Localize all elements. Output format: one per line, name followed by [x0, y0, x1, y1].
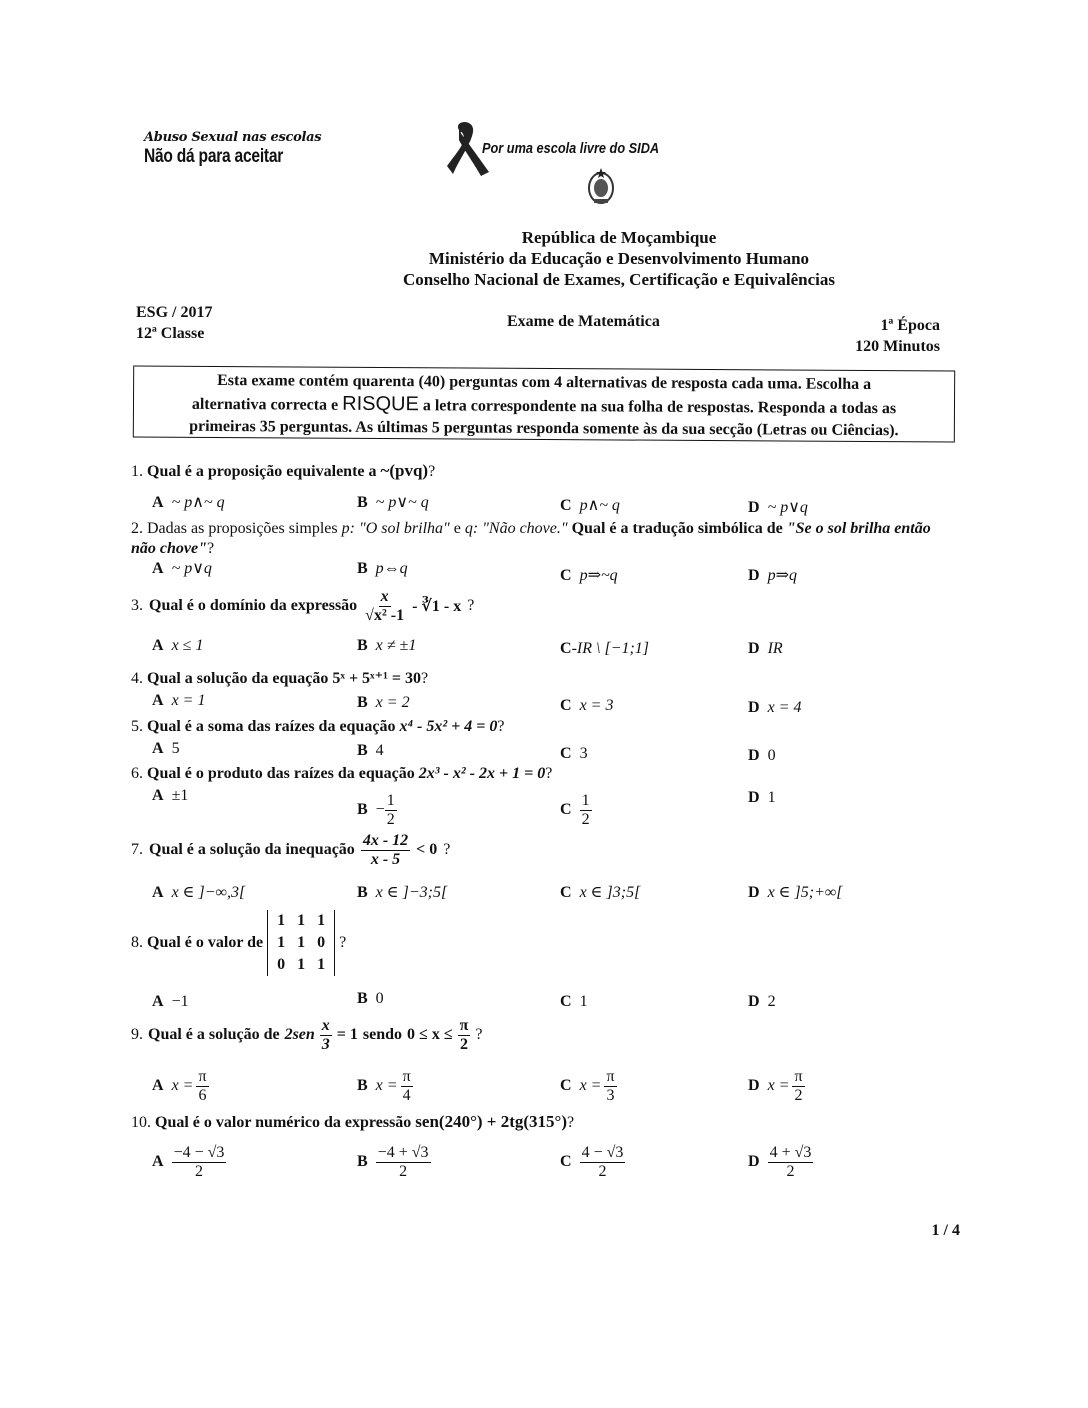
question-stem: sendo: [362, 1026, 403, 1044]
option-7A[interactable]: [152, 882, 245, 902]
text: A: [152, 740, 164, 757]
text: A: [152, 1077, 164, 1095]
text: 0: [277, 956, 286, 973]
question-stem: Qual a solução da equação: [147, 670, 329, 687]
text: B: [357, 1077, 368, 1095]
option-8A[interactable]: [152, 993, 189, 1011]
option-4B[interactable]: [357, 694, 410, 712]
text: D: [748, 884, 760, 901]
text: 2: [767, 993, 776, 1010]
text: 3: [321, 1035, 330, 1053]
text: 2: [581, 810, 590, 828]
option-3C[interactable]: [560, 640, 649, 658]
slogan-script: Abuso Sexual nas escolas: [144, 130, 322, 145]
text: ±1: [171, 787, 189, 804]
text: 1: [297, 956, 306, 973]
text: A: [152, 1153, 164, 1171]
text: −1: [171, 993, 189, 1010]
text: A: [152, 637, 164, 654]
text: B: [357, 742, 368, 759]
text: ~ p∧~ q: [171, 494, 225, 511]
text: −: [375, 801, 385, 819]
instructions-line-1: Esta exame contém quarenta (40) perguntas com 4 alternativas de resposta cada uma. Escolha a: [217, 372, 872, 393]
question-1: [131, 461, 435, 481]
question-expression: 5ˣ + 5ˣ⁺¹ = 30: [332, 670, 421, 687]
text: 0: [767, 747, 776, 764]
text: B: [357, 884, 368, 901]
question-expression: ~(pvq): [380, 461, 429, 480]
slogan-bold: Não dá para aceitar: [144, 146, 284, 167]
question-8: [131, 910, 346, 976]
question-expression: - ∛1 - x: [412, 598, 462, 616]
text: 1: [317, 912, 326, 929]
text: x =: [375, 1077, 398, 1095]
question-stem: Qual é a proposição equivalente a: [147, 463, 377, 480]
option-9D[interactable]: [748, 1068, 805, 1104]
text: C: [560, 745, 572, 762]
math-part: [271, 910, 331, 932]
question-number: 8.: [131, 934, 143, 951]
text: C: [560, 1077, 572, 1095]
fraction: [768, 1144, 814, 1180]
text: ~ p∨q: [767, 499, 808, 516]
question-number: 6.: [131, 765, 143, 782]
question-5: [131, 718, 504, 736]
text: x = 2: [375, 694, 410, 711]
fraction: [385, 792, 397, 828]
option-6B[interactable]: [357, 792, 397, 828]
question-stem: Qual é o valor de: [147, 934, 264, 951]
question-number: 5.: [131, 718, 143, 735]
instructions-text: alternativa correcta e: [191, 395, 339, 414]
text: C: [560, 497, 572, 514]
text: C: [560, 993, 572, 1010]
question-stem: Qual é a solução de: [148, 1026, 280, 1044]
mozambique-emblem-icon: [587, 166, 615, 206]
option-10B[interactable]: [357, 1144, 431, 1180]
text: 1: [297, 934, 306, 951]
text: B: [357, 801, 368, 819]
option-6D[interactable]: [748, 789, 776, 807]
fraction: [376, 1144, 431, 1180]
text: 2: [399, 1162, 408, 1180]
text: 2: [794, 1086, 803, 1104]
option-2C[interactable]: [560, 565, 618, 585]
text: D: [748, 699, 760, 716]
question-expression: 2sen: [284, 1026, 315, 1044]
ministry-title: Ministério da Educação e Desenvolvimento Humano: [428, 249, 810, 268]
text: p⇒q: [767, 567, 797, 584]
fraction: [320, 1017, 332, 1053]
page-number: 1 / 4: [931, 1222, 960, 1239]
question-10: [131, 1112, 574, 1132]
text: D: [748, 640, 760, 657]
question-number: 10.: [131, 1114, 151, 1131]
question-stem: Qual é o domínio da expressão: [149, 597, 358, 615]
text: x ≤ 1: [171, 637, 204, 654]
option-7D[interactable]: [748, 882, 843, 902]
text: IR: [767, 640, 783, 657]
question-end: ?: [567, 1114, 575, 1131]
question-expression: < 0: [416, 841, 438, 859]
option-5D[interactable]: [748, 747, 776, 765]
option-9C[interactable]: [560, 1068, 617, 1104]
text: 3: [579, 745, 588, 762]
option-2B[interactable]: [357, 560, 408, 578]
fraction: [580, 792, 592, 828]
option-4C[interactable]: [560, 697, 613, 715]
text: x: [321, 1017, 330, 1034]
text: x ∈ ]5;+∞[: [767, 884, 843, 901]
option-6C[interactable]: [560, 792, 592, 828]
option-5A[interactable]: [152, 740, 180, 758]
instructions-box: [133, 365, 955, 442]
text: 2: [459, 1035, 468, 1053]
text: C: [560, 697, 572, 714]
text: π: [794, 1068, 803, 1085]
text: 2: [786, 1162, 795, 1180]
question-stem-bold: Qual é a tradução simbólica de: [571, 520, 783, 537]
question-number: 3.: [131, 597, 143, 615]
instructions-line-3: primeiras 35 perguntas. As últimas 5 perguntas responda somente às da sua secção (Letras ou Ciências).: [189, 417, 899, 440]
text: p⇔q: [375, 560, 408, 577]
text: 3: [606, 1086, 615, 1104]
option-4D[interactable]: [748, 699, 801, 717]
option-3D[interactable]: [748, 640, 783, 658]
text: π: [606, 1068, 615, 1085]
text: x = 1: [171, 692, 206, 709]
fraction: [363, 588, 406, 624]
text: x - 5: [370, 850, 401, 868]
option-5B[interactable]: [357, 742, 384, 760]
text: x ∈ ]−∞,3[: [171, 884, 246, 901]
option-10A[interactable]: [152, 1144, 226, 1180]
math-part: [271, 932, 331, 954]
question-end: ?: [475, 1026, 483, 1044]
question-stem: Qual é o valor numérico da expressão: [155, 1114, 412, 1131]
question-9: [131, 1017, 482, 1053]
question-stem: Dadas as proposições simples: [147, 520, 338, 537]
text: x: [380, 588, 389, 605]
question-end: ?: [421, 670, 429, 687]
conjunction: e: [453, 520, 461, 537]
option-1B[interactable]: [357, 492, 429, 512]
question-expression: sen(240°) + 2tg(315°): [415, 1112, 568, 1131]
text: π: [459, 1017, 469, 1034]
text: D: [748, 499, 760, 516]
text: x ≠ ±1: [375, 637, 417, 654]
exam-title: Exame de Matemática: [507, 313, 660, 330]
text: A: [152, 560, 164, 577]
republic-title: República de Moçambique: [521, 228, 717, 247]
text: C: [560, 1153, 572, 1171]
text: 1: [277, 912, 286, 929]
question-stem: Qual é o produto das raízes da equação: [147, 765, 415, 782]
text: B: [357, 560, 368, 577]
option-8C[interactable]: [560, 993, 588, 1011]
text: x = 3: [579, 697, 614, 714]
text: C: [560, 640, 572, 657]
class-level: 12ª Classe: [136, 325, 205, 342]
text: 4 + √3: [769, 1144, 812, 1161]
text: π: [198, 1068, 207, 1085]
text: B: [357, 637, 368, 654]
text: 4 − √3: [581, 1144, 624, 1161]
question-3: [131, 588, 474, 624]
text: 5: [171, 740, 180, 757]
text: ~ p∨q: [171, 560, 212, 577]
question-end: ?: [545, 765, 553, 782]
text: D: [748, 1153, 760, 1171]
option-9A[interactable]: [152, 1068, 209, 1104]
question-expression: = 1: [336, 1026, 358, 1044]
text: D: [748, 993, 760, 1010]
option-8D[interactable]: [748, 993, 776, 1011]
text: 0: [375, 990, 384, 1007]
question-2: [131, 519, 951, 559]
text: 1: [317, 956, 326, 973]
question-7: [131, 832, 450, 868]
text: 2: [194, 1162, 203, 1180]
question-stem: Qual é a soma das raízes da equação: [147, 718, 396, 735]
math-part: [271, 954, 331, 976]
option-8B[interactable]: [357, 990, 384, 1008]
question-end: ?: [497, 718, 505, 735]
instructions-text: a letra correspondente na sua folha de respostas. Responda a todas as: [422, 397, 897, 418]
text: 4: [402, 1086, 411, 1104]
exam-duration: 120 Minutos: [855, 338, 940, 355]
option-6A[interactable]: [152, 787, 188, 805]
option-5C[interactable]: [560, 745, 588, 763]
fraction: [792, 1068, 804, 1104]
question-end: ?: [443, 841, 451, 859]
text: A: [152, 692, 164, 709]
text: π: [402, 1068, 411, 1085]
question-end: ?: [467, 597, 475, 615]
text: 2: [598, 1162, 607, 1180]
fraction: [361, 832, 410, 868]
math-part: [271, 910, 331, 976]
council-title: Conselho Nacional de Exames, Certificação e Equivalências: [402, 270, 836, 289]
text: A: [152, 884, 164, 901]
text: ~ p∨~ q: [375, 494, 429, 511]
text: 1: [277, 934, 286, 951]
fraction: [580, 1144, 626, 1180]
text: D: [748, 789, 760, 806]
text: 1: [579, 993, 588, 1010]
text: B: [357, 494, 368, 511]
text: x =: [579, 1077, 602, 1095]
question-expression: x⁴ - 5x² + 4 = 0: [399, 718, 498, 735]
question-end: ?: [339, 934, 347, 951]
fraction: [604, 1068, 616, 1104]
question-end: ?: [428, 463, 436, 480]
proposition-q: q: "Não chove.": [464, 520, 568, 537]
fraction: [196, 1068, 208, 1104]
option-3B[interactable]: [357, 637, 416, 655]
question-number: 4.: [131, 670, 143, 687]
option-4A[interactable]: [152, 692, 205, 710]
campaign-slogan: Por uma escola livre do SIDA: [482, 140, 660, 157]
text: 1: [297, 912, 306, 929]
option-10D[interactable]: [748, 1144, 813, 1180]
question-stem: Qual é a solução da inequação: [149, 841, 355, 859]
text: x ∈ ]−3;5[: [375, 884, 448, 901]
text: x =: [767, 1077, 790, 1095]
question-number: 1.: [131, 463, 143, 480]
determinant-matrix: [267, 910, 335, 976]
instructions-emphasis: RISQUE: [342, 392, 419, 416]
text: 2: [386, 810, 395, 828]
text: √x² -1: [365, 606, 405, 624]
text: 0: [317, 934, 326, 951]
text: D: [748, 1077, 760, 1095]
text: x = 4: [767, 699, 802, 716]
exam-epoch: 1ª Época: [880, 317, 940, 334]
text: B: [357, 694, 368, 711]
text: 1: [581, 792, 590, 809]
fraction: [401, 1068, 413, 1104]
text: B: [357, 1153, 368, 1171]
question-number: 7.: [131, 841, 143, 859]
text: A: [152, 993, 164, 1010]
question-4: [131, 668, 428, 688]
text: 1: [767, 789, 776, 806]
option-7B[interactable]: [357, 882, 447, 902]
esg-year: ESG / 2017: [136, 304, 213, 321]
question-number: 2.: [131, 520, 143, 537]
option-2A[interactable]: [152, 558, 212, 578]
option-9B[interactable]: [357, 1068, 413, 1104]
option-1C[interactable]: [560, 495, 620, 515]
text: −4 + √3: [377, 1144, 429, 1161]
question-expression: 2x³ - x² - 2x + 1 = 0: [418, 765, 546, 782]
fraction: [172, 1144, 227, 1180]
text: 6: [198, 1086, 207, 1104]
text: -IR \ [−1;1]: [571, 640, 650, 657]
option-7C[interactable]: [560, 882, 640, 902]
option-3A[interactable]: [152, 637, 203, 655]
question-6: [131, 765, 552, 783]
text: p⇒~q: [579, 567, 618, 584]
option-1D[interactable]: [748, 497, 808, 517]
text: A: [152, 787, 164, 804]
text: C: [560, 801, 572, 819]
text: B: [357, 990, 368, 1007]
text: x =: [171, 1077, 194, 1095]
text: p∧~ q: [579, 497, 620, 514]
fraction: [458, 1017, 471, 1053]
text: x ∈ ]3;5[: [579, 884, 641, 901]
text: 4: [375, 742, 384, 759]
text: A: [152, 494, 164, 511]
question-quote: "Se o sol brilha então não chove": [131, 520, 931, 557]
text: D: [748, 747, 760, 764]
question-condition: 0 ≤ x ≤: [407, 1026, 453, 1044]
text: 1: [386, 792, 395, 809]
text: −4 − √3: [173, 1144, 225, 1161]
text: 4x - 12: [362, 832, 409, 849]
option-2D[interactable]: [748, 565, 797, 585]
text: C: [560, 884, 572, 901]
question-end: ?: [206, 540, 215, 557]
proposition-p: p: "O sol brilha": [341, 520, 450, 537]
text: C: [560, 567, 572, 584]
text: D: [748, 567, 760, 584]
option-10C[interactable]: [560, 1144, 625, 1180]
option-1A[interactable]: [152, 492, 225, 512]
question-number: 9.: [131, 1026, 143, 1044]
